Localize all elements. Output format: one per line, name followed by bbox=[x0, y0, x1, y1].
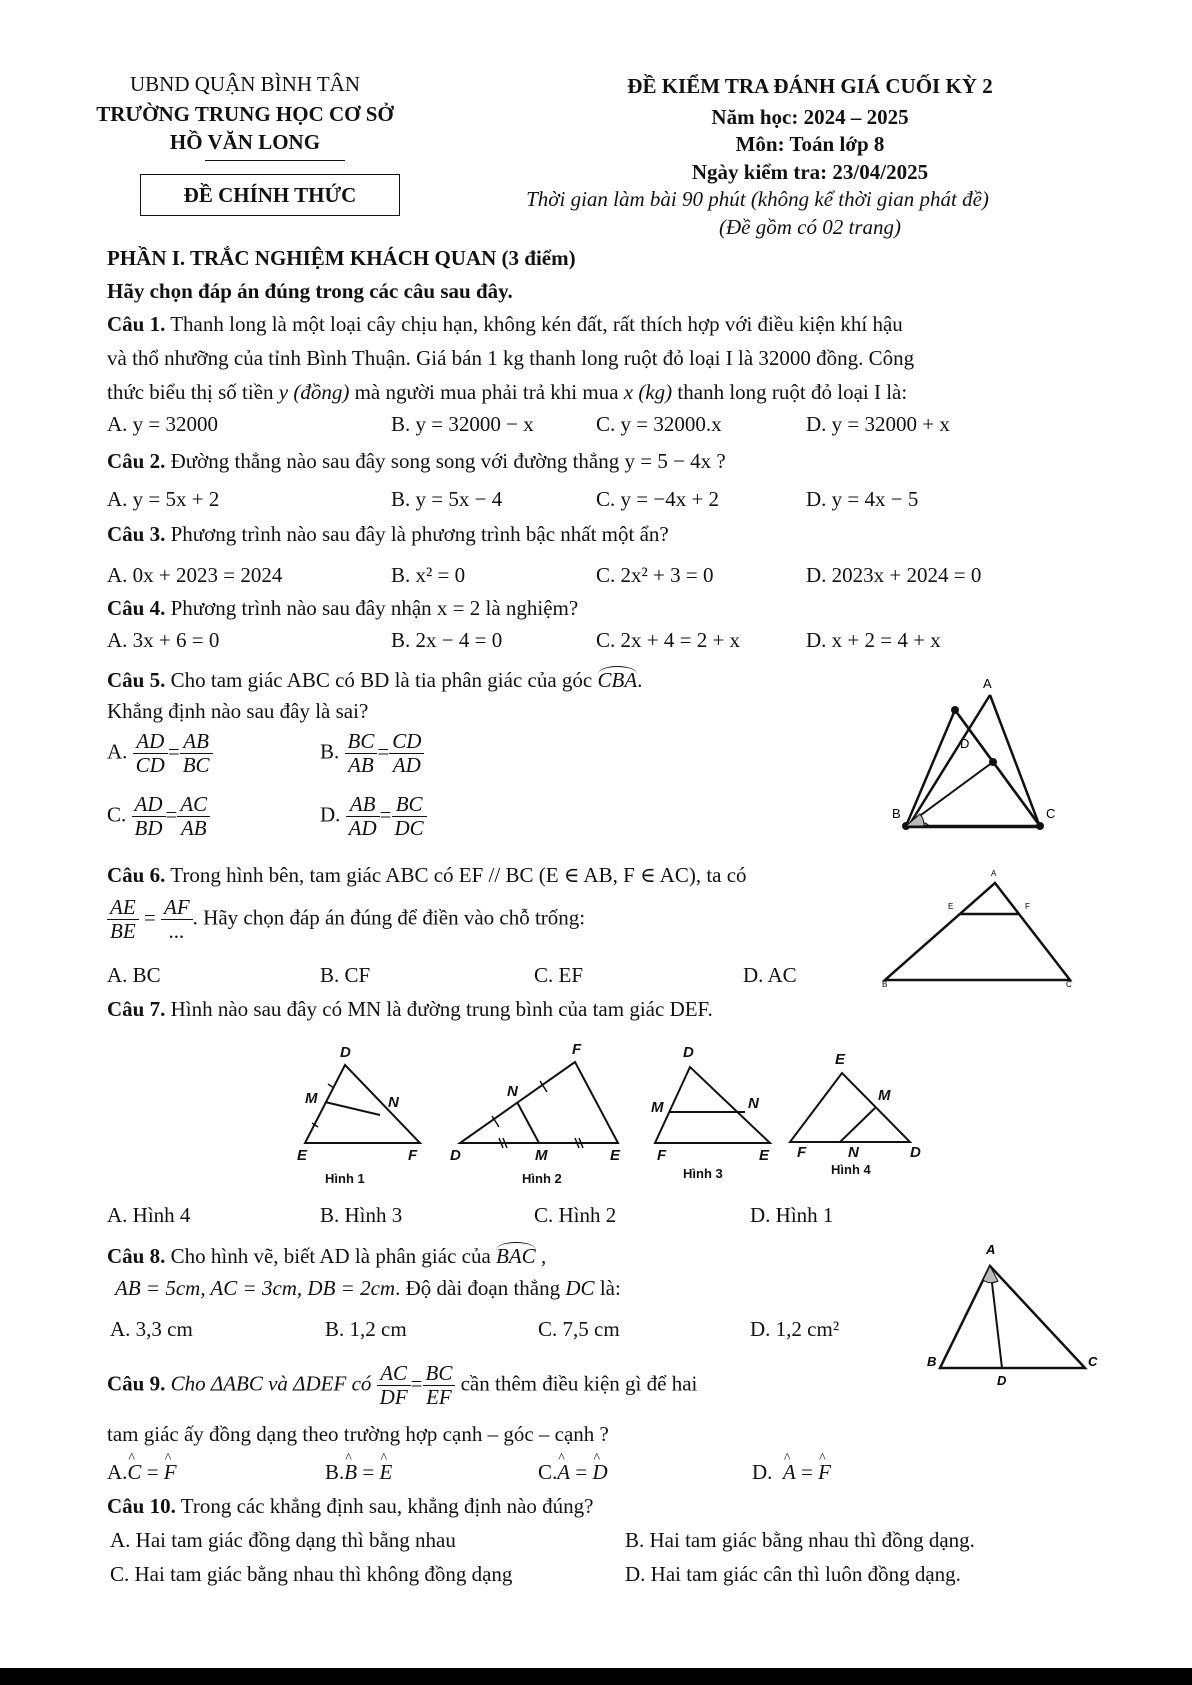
q6-text2: . Hãy chọn đáp án đúng để điền vào chỗ trống: bbox=[192, 905, 586, 930]
q6-text: Trong hình bên, tam giác ABC có EF // BC (E ∈ AB, F ∈ AC), ta có bbox=[165, 863, 747, 887]
q5-d-label: D. bbox=[320, 802, 341, 827]
q6-fig-label-b: B bbox=[882, 980, 888, 989]
q10-label: Câu 10. bbox=[107, 1494, 176, 1518]
q8-label: Câu 8. bbox=[107, 1244, 166, 1268]
q6-option-d[interactable]: D. AC bbox=[743, 963, 797, 987]
q9-c-label: C. bbox=[538, 1460, 558, 1484]
q6-option-b[interactable]: B. CF bbox=[320, 963, 371, 987]
frac-den: CD bbox=[135, 753, 165, 777]
q7-fig2-label-d: D bbox=[450, 1147, 461, 1164]
q8-text2b: . Độ dài đoạn thẳng bbox=[395, 1276, 566, 1300]
school-type: TRƯỜNG TRUNG HỌC CƠ SỞ bbox=[96, 102, 394, 126]
q9-label: Câu 9. bbox=[107, 1371, 166, 1396]
q2-label: Câu 2. bbox=[107, 449, 166, 473]
q5-a-frac1 bbox=[133, 730, 168, 777]
frac-den: BE bbox=[110, 919, 136, 943]
q8-line1 bbox=[107, 1242, 546, 1269]
q5-option-b[interactable]: B. $\frac{BC}{AB}$ = $\frac{CD}{AD}$ bbox=[320, 730, 424, 777]
part1-title: PHẦN I. TRẮC NGHIỆM KHÁCH QUAN (3 điểm) bbox=[107, 246, 576, 270]
q4-text: Phương trình nào sau đây nhận x = 2 là nghiệm? bbox=[165, 596, 579, 620]
q1-text1: Thanh long là một loại cây chịu hạn, không kén đất, rất thích hợp với điều kiện khí hậu bbox=[165, 312, 903, 336]
q8-text-end: , bbox=[535, 1244, 547, 1268]
q5-option-a[interactable]: A. $\frac{AD}{CD}$ = $\frac{AB}{BC}$ bbox=[107, 730, 213, 777]
q9-frac2 bbox=[423, 1362, 456, 1409]
q5-c-label: C. bbox=[107, 802, 127, 827]
q6-option-c[interactable]: C. EF bbox=[534, 963, 584, 987]
q2-option-a[interactable]: A. y = 5x + 2 bbox=[107, 487, 220, 511]
frac-den: AD bbox=[348, 816, 377, 840]
part1-instruction: Hãy chọn đáp án đúng trong các câu sau đây. bbox=[107, 279, 513, 303]
frac-num: AC bbox=[377, 1362, 411, 1386]
q9-option-c[interactable]: C.^ A = ^ D bbox=[538, 1460, 608, 1485]
q7-fig4-caption: Hình 4 bbox=[831, 1162, 871, 1177]
q7-fig4-label-m: M bbox=[878, 1087, 891, 1104]
frac-num: AD bbox=[132, 793, 166, 817]
frac-den: BD bbox=[134, 816, 163, 840]
q5-fig-label-b: B bbox=[892, 806, 901, 821]
q7-option-c[interactable]: C. Hình 2 bbox=[534, 1203, 617, 1227]
q5-fig-label-a: A bbox=[983, 676, 992, 691]
frac-num: BC bbox=[345, 730, 378, 754]
q1-option-a[interactable]: A. y = 32000 bbox=[107, 412, 219, 436]
frac-num: AE bbox=[107, 896, 139, 920]
q8-triangle-figure bbox=[920, 1240, 1100, 1388]
q7-option-a[interactable]: A. Hình 4 bbox=[107, 1203, 191, 1227]
q9-line1: Câu 9. Cho ΔABC và ΔDEF có $\frac{AC}{DF}$ = $\frac{BC}{EF}$ cần thêm điều kiện gì để hai bbox=[107, 1361, 698, 1409]
q8-text2c: DC bbox=[565, 1276, 595, 1300]
q6-fig-label-f: F bbox=[1025, 902, 1030, 911]
q8-option-d[interactable]: D. 1,2 cm² bbox=[750, 1317, 840, 1341]
q8-option-b[interactable]: B. 1,2 cm bbox=[325, 1317, 407, 1341]
q8-angle: BAC bbox=[496, 1244, 536, 1268]
q8-option-c[interactable]: C. 7,5 cm bbox=[538, 1317, 620, 1341]
q7-fig1-caption: Hình 1 bbox=[325, 1171, 365, 1186]
q9-option-b[interactable]: B.^ B = ^ E bbox=[325, 1460, 392, 1485]
frac-num: BC bbox=[392, 793, 427, 817]
frac-den: ... bbox=[168, 919, 185, 943]
q3-option-c[interactable]: C. 2x² + 3 = 0 bbox=[596, 563, 714, 587]
q1-text3b: y (đồng) bbox=[278, 380, 350, 404]
q7-fig2-label-n: N bbox=[507, 1083, 518, 1100]
q6-line1 bbox=[107, 863, 747, 888]
q3-option-b[interactable]: B. x² = 0 bbox=[391, 563, 466, 587]
frac-num: AB bbox=[180, 730, 213, 754]
q7-fig4-label-d: D bbox=[910, 1144, 921, 1161]
q8-fig-label-c: C bbox=[1088, 1354, 1098, 1369]
frac-den: EF bbox=[426, 1385, 452, 1409]
frac-den: DC bbox=[394, 816, 424, 840]
q5-c-frac2 bbox=[177, 793, 210, 840]
q1-label: Câu 1. bbox=[107, 312, 166, 336]
school-name: HỒ VĂN LONG bbox=[169, 130, 321, 154]
q9-c-left: ^ A bbox=[557, 1460, 570, 1485]
q4-option-d[interactable]: D. x + 2 = 4 + x bbox=[806, 628, 941, 652]
q3-label: Câu 3. bbox=[107, 522, 166, 546]
official-exam-box: ĐỀ CHÍNH THỨC bbox=[140, 174, 400, 216]
q5-line1 bbox=[107, 666, 642, 693]
page-count: (Đề gồm có 02 trang) bbox=[719, 215, 901, 239]
q1-text3d: x (kg) bbox=[623, 380, 673, 404]
q6-triangle-figure bbox=[870, 865, 1080, 990]
q9-b-left: ^ B bbox=[344, 1460, 357, 1485]
q7-fig1-label-m: M bbox=[305, 1090, 318, 1107]
q10-option-b[interactable]: B. Hai tam giác bằng nhau thì đồng dạng. bbox=[625, 1528, 975, 1552]
q10-option-c[interactable]: C. Hai tam giác bằng nhau thì không đồng dạng bbox=[110, 1562, 513, 1586]
q7-option-d[interactable]: D. Hình 1 bbox=[750, 1203, 834, 1227]
q1-option-c[interactable]: C. y = 32000.x bbox=[596, 412, 722, 436]
q3-option-d[interactable]: D. 2023x + 2024 = 0 bbox=[806, 563, 982, 587]
q5-option-c[interactable]: C. $\frac{AD}{BD}$ = $\frac{AC}{AB}$ bbox=[107, 793, 210, 840]
q5-b-label: B. bbox=[320, 739, 340, 764]
q3-text: Phương trình nào sau đây là phương trình bậc nhất một ẩn? bbox=[165, 522, 669, 546]
q10-line bbox=[107, 1494, 593, 1519]
q7-fig2-caption: Hình 2 bbox=[522, 1171, 562, 1186]
q7-fig1-label-n: N bbox=[388, 1094, 399, 1111]
q9-frac1 bbox=[377, 1362, 411, 1409]
q9-c-right: ^ D bbox=[592, 1460, 607, 1485]
q2-text: Đường thẳng nào sau đây song song với đường thẳng y = 5 − 4x ? bbox=[165, 449, 726, 473]
header-underline bbox=[205, 160, 345, 161]
q4-option-c[interactable]: C. 2x + 4 = 2 + x bbox=[596, 628, 741, 652]
q5-triangle-lines bbox=[840, 700, 1080, 840]
q5-b-frac1 bbox=[345, 730, 378, 777]
frac-num: AB bbox=[346, 793, 380, 817]
q7-fig4-label-f: F bbox=[797, 1144, 807, 1161]
q9-line2: tam giác ấy đồng dạng theo trường hợp cạnh – góc – cạnh ? bbox=[107, 1422, 609, 1446]
frac-den: AD bbox=[392, 753, 421, 777]
q5-a-label: A. bbox=[107, 739, 128, 764]
q4-option-a[interactable]: A. 3x + 6 = 0 bbox=[107, 628, 220, 652]
q7-text: Hình nào sau đây có MN là đường trung bình của tam giác DEF. bbox=[165, 997, 713, 1021]
q5-d-frac2 bbox=[392, 793, 427, 840]
q10-option-d[interactable]: D. Hai tam giác cân thì luôn đồng dạng. bbox=[625, 1562, 961, 1586]
q5-fig-label-d: D bbox=[960, 736, 970, 751]
q5-d-frac1 bbox=[346, 793, 380, 840]
frac-den: BC bbox=[182, 753, 210, 777]
frac-num: BC bbox=[423, 1362, 456, 1386]
q2-option-d[interactable]: D. y = 4x − 5 bbox=[806, 487, 919, 511]
q2-option-b[interactable]: B. y = 5x − 4 bbox=[391, 487, 503, 511]
q1-line3 bbox=[107, 380, 907, 405]
q5-a-frac2 bbox=[180, 730, 213, 777]
q9-a-label: A. bbox=[107, 1460, 128, 1484]
frac-den: AB bbox=[180, 816, 207, 840]
q9-text1: Cho ΔABC và ΔDEF có bbox=[165, 1371, 372, 1396]
q8-fig-label-b: B bbox=[927, 1354, 937, 1369]
school-year: Năm học: 2024 – 2025 bbox=[711, 105, 909, 129]
q7-fig3-caption: Hình 3 bbox=[683, 1166, 723, 1181]
q5-line2: Khẳng định nào sau đây là sai? bbox=[107, 699, 369, 723]
q7-fig4-label-e: E bbox=[835, 1051, 846, 1068]
q6-fig-label-a: A bbox=[991, 869, 997, 878]
q2-line bbox=[107, 449, 726, 474]
q6-fig-label-c: C bbox=[1066, 980, 1072, 989]
frac-num: AF bbox=[161, 896, 193, 920]
q4-label: Câu 4. bbox=[107, 596, 166, 620]
q8-text2d: là: bbox=[594, 1276, 621, 1300]
q5-label: Câu 5. bbox=[107, 668, 166, 692]
q1-line1 bbox=[107, 312, 903, 337]
q5-text: Cho tam giác ABC có BD là tia phân giác của góc bbox=[165, 668, 598, 692]
q4-line bbox=[107, 596, 578, 621]
q8-given: AB = 5cm, AC = 3cm, DB = 2cm bbox=[115, 1276, 396, 1300]
q8-line2 bbox=[115, 1276, 621, 1301]
q1-line2: và thổ nhưỡng của tỉnh Bình Thuận. Giá bán 1 kg thanh long ruột đỏ loại I là 32000 đồng. Công bbox=[107, 346, 915, 370]
q5-option-d[interactable]: D. $\frac{AB}{AD}$ = $\frac{BC}{DC}$ bbox=[320, 793, 427, 840]
q6-line2: $\frac{AE}{BE}$ = $\frac{AF}{...}$ . Hãy chọn đáp án đúng để điền vào chỗ trống: bbox=[107, 896, 585, 943]
q7-fig3-label-n: N bbox=[748, 1095, 759, 1112]
q7-label: Câu 7. bbox=[107, 997, 166, 1021]
q5-c-frac1 bbox=[132, 793, 166, 840]
q10-text: Trong các khẳng định sau, khẳng định nào đúng? bbox=[175, 1494, 594, 1518]
q6-option-a[interactable]: A. BC bbox=[107, 963, 161, 987]
q7-figures bbox=[285, 1040, 945, 1190]
q4-option-b[interactable]: B. 2x − 4 = 0 bbox=[391, 628, 503, 652]
q6-frac2 bbox=[161, 896, 193, 943]
exam-title: ĐỀ KIỂM TRA ĐÁNH GIÁ CUỐI KỲ 2 bbox=[627, 74, 993, 98]
q7-fig1-label-d: D bbox=[340, 1044, 351, 1061]
q9-d-right: ^ F bbox=[818, 1460, 831, 1485]
q9-b-label: B. bbox=[325, 1460, 345, 1484]
q7-fig3-label-e: E bbox=[759, 1147, 770, 1164]
q1-text3e: thanh long ruột đỏ loại I là: bbox=[672, 380, 908, 404]
q5-b-frac2 bbox=[389, 730, 424, 777]
q3-option-a[interactable]: A. 0x + 2023 = 2024 bbox=[107, 563, 283, 587]
q8-fig-label-a: A bbox=[986, 1242, 996, 1257]
q8-fig-label-d: D bbox=[997, 1373, 1007, 1388]
q2-option-c[interactable]: C. y = −4x + 2 bbox=[596, 487, 720, 511]
school-district: UBND QUẬN BÌNH TÂN bbox=[129, 72, 361, 96]
q7-fig1-label-f: F bbox=[408, 1147, 418, 1164]
q9-d-left: ^ A bbox=[783, 1460, 796, 1485]
q7-fig4-label-n: N bbox=[848, 1144, 859, 1161]
frac-den: AB bbox=[348, 753, 374, 777]
q7-fig3-label-m: M bbox=[651, 1099, 664, 1116]
q9-option-d[interactable]: D. ^ A = ^ F bbox=[752, 1460, 831, 1485]
q7-fig2-label-f: F bbox=[572, 1041, 582, 1058]
q1-option-d[interactable]: D. y = 32000 + x bbox=[806, 412, 950, 436]
q6-fig-label-e: E bbox=[948, 902, 954, 911]
frac-num: AC bbox=[177, 793, 210, 817]
q7-line bbox=[107, 997, 713, 1022]
q3-line bbox=[107, 522, 669, 547]
q7-fig2-label-e: E bbox=[610, 1147, 621, 1164]
q7-fig2-label-m: M bbox=[535, 1147, 548, 1164]
scan-bottom-border bbox=[0, 1668, 1192, 1685]
frac-den: DF bbox=[379, 1385, 408, 1409]
q1-text3c: mà người mua phải trả khi mua bbox=[349, 380, 624, 404]
q9-option-a[interactable]: A.^ C = ^ F bbox=[107, 1460, 177, 1485]
frac-num: CD bbox=[389, 730, 424, 754]
q1-option-b[interactable]: B. y = 32000 − x bbox=[391, 412, 534, 436]
q7-fig3-label-d: D bbox=[683, 1044, 694, 1061]
exam-duration: Thời gian làm bài 90 phút (không kể thời gian phát đề) bbox=[526, 187, 989, 211]
exam-date: Ngày kiểm tra: 23/04/2025 bbox=[691, 160, 929, 184]
q9-text2: cần thêm điều kiện gì để hai bbox=[460, 1371, 698, 1396]
q5-fig-label-c: C bbox=[1046, 806, 1056, 821]
frac-num: AD bbox=[133, 730, 168, 754]
q7-fig3-label-f: F bbox=[657, 1147, 667, 1164]
q10-option-a[interactable]: A. Hai tam giác đồng dạng thì bằng nhau bbox=[110, 1528, 456, 1552]
q8-option-a[interactable]: A. 3,3 cm bbox=[110, 1317, 193, 1341]
q7-fig1-label-e: E bbox=[297, 1147, 308, 1164]
q9-a-left: ^ C bbox=[127, 1460, 141, 1485]
q9-d-label: D. bbox=[752, 1460, 773, 1484]
q9-b-right: ^ E bbox=[379, 1460, 392, 1485]
q8-text: Cho hình vẽ, biết AD là phân giác của bbox=[165, 1244, 497, 1268]
q5-text-end: . bbox=[637, 668, 643, 692]
q9-a-right: ^ F bbox=[164, 1460, 177, 1485]
q7-option-b[interactable]: B. Hình 3 bbox=[320, 1203, 403, 1227]
q6-frac1 bbox=[107, 896, 139, 943]
q5-angle: CBA bbox=[597, 668, 638, 692]
subject: Môn: Toán lớp 8 bbox=[735, 132, 885, 156]
q1-text3a: thức biểu thị số tiền bbox=[107, 380, 279, 404]
q6-label: Câu 6. bbox=[107, 863, 166, 887]
